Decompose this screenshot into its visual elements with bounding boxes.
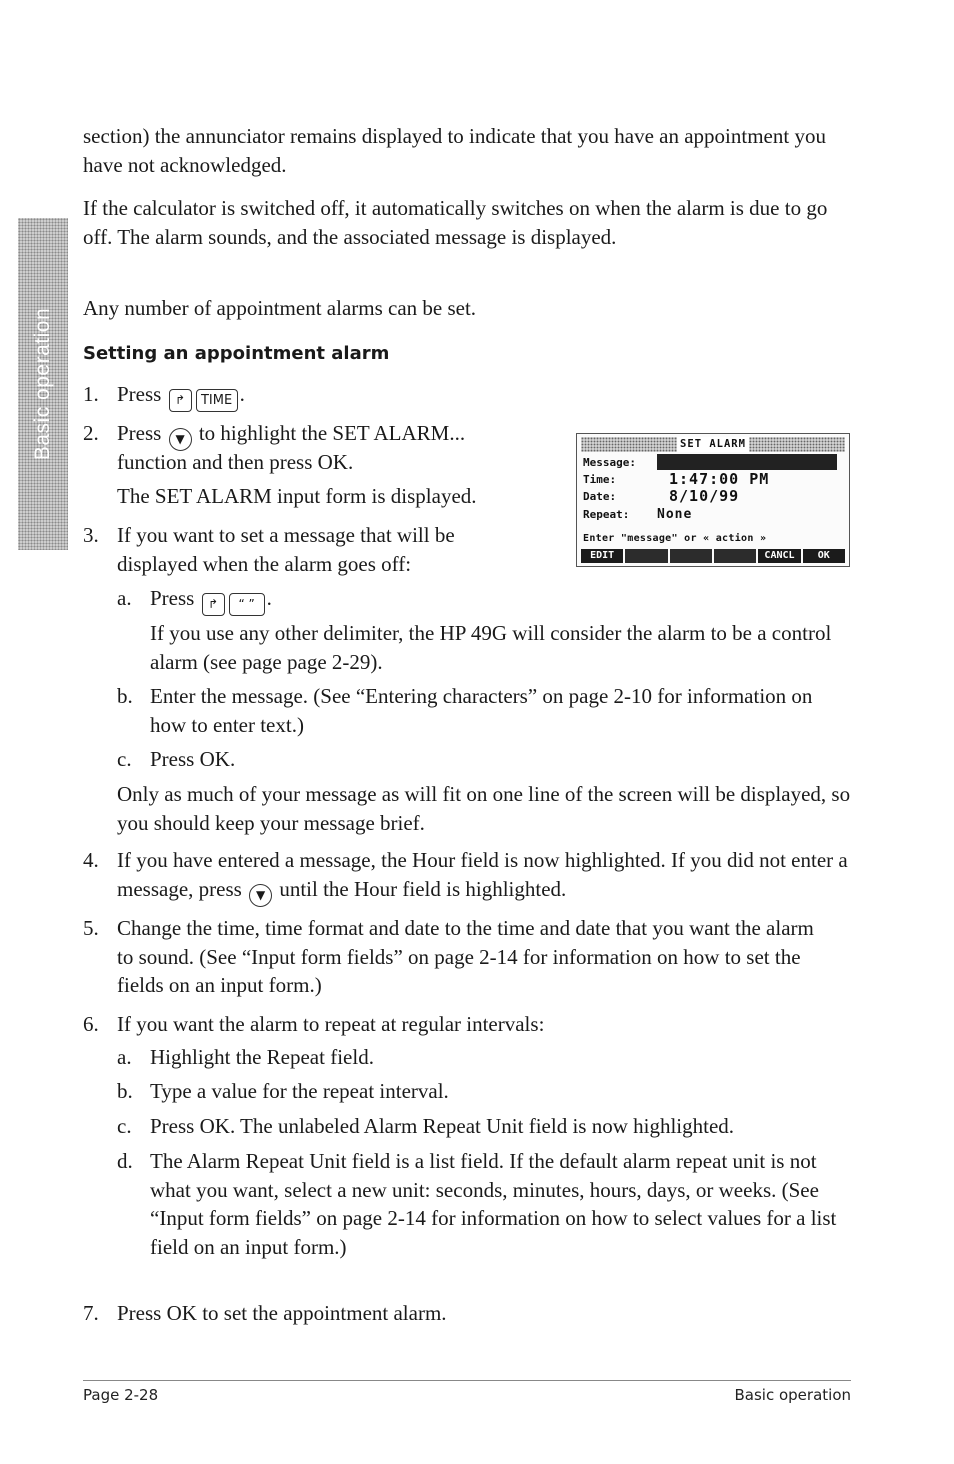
screen-title: SET ALARM bbox=[677, 437, 749, 452]
step-5-number: 5. bbox=[83, 916, 99, 940]
date-label: Date: bbox=[583, 490, 617, 503]
message-field-highlighted[interactable] bbox=[657, 454, 837, 470]
step-1: Press ↱ TIME . bbox=[117, 380, 245, 412]
step-2-subtext: The SET ALARM input form is displayed. bbox=[117, 484, 477, 508]
step-3-note: Only as much of your message as will fit on one line of the screen will be displayed, so you should keep your message brief. bbox=[117, 782, 851, 835]
intro-paragraph-1: section) the annunciator remains displayed to indicate that you have an appointment you have not acknowledged. bbox=[83, 124, 826, 177]
step-3a: Press ↱ “ ” . bbox=[150, 584, 272, 616]
screen-hint: Enter "message" or « action » bbox=[583, 533, 767, 544]
step-3b-letter: b. bbox=[117, 684, 133, 708]
screen-title-bar bbox=[581, 437, 845, 452]
softkey-menu bbox=[581, 549, 845, 563]
footer-divider bbox=[83, 1380, 851, 1381]
step-2-line-1: Press ▼ to highlight the SET ALARM... bbox=[117, 419, 557, 451]
step-3-line-2: displayed when the alarm goes off: bbox=[117, 552, 412, 576]
section-tab-label: Basic operation bbox=[31, 307, 54, 461]
step-5: Change the time, time format and date to the time and date that you want the alarm to sound. (See “Input form fields” on page 2-14 for information on how to set the fields on an input form.) bbox=[117, 916, 814, 998]
step-3-number: 3. bbox=[83, 523, 99, 547]
message-label: Message: bbox=[583, 456, 636, 469]
down-arrow-key-icon: ▼ bbox=[249, 884, 272, 907]
step-3a-note: If you use any other delimiter, the HP 49G will consider the alarm to be a control alarm (see page page 2-29). bbox=[150, 621, 832, 674]
step-6b: Type a value for the repeat interval. bbox=[150, 1079, 449, 1103]
calculator-screen bbox=[576, 433, 850, 567]
step-4-number: 4. bbox=[83, 848, 99, 872]
step-6c-letter: c. bbox=[117, 1114, 132, 1138]
step-3c-letter: c. bbox=[117, 747, 132, 771]
step-4: If you have entered a message, the Hour field is now highlighted. If you did not enter a message, press ▼ until the Hour field is highlighted. bbox=[117, 846, 857, 907]
step-6a: Highlight the Repeat field. bbox=[150, 1045, 374, 1069]
step-2-line-2: function and then press OK. bbox=[117, 450, 354, 474]
step-3a-letter: a. bbox=[117, 586, 132, 610]
footer-section-title: Basic operation bbox=[734, 1386, 851, 1404]
step-7-number: 7. bbox=[83, 1301, 99, 1325]
section-tab bbox=[18, 218, 68, 550]
softkey-blank-3 bbox=[714, 549, 756, 563]
intro-paragraph-2: If the calculator is switched off, it automatically switches on when the alarm is due to go off. The alarm sounds, and the associated message is displayed. bbox=[83, 196, 828, 249]
step-6a-letter: a. bbox=[117, 1045, 132, 1069]
date-value[interactable]: 8/10/99 bbox=[669, 487, 740, 505]
repeat-value[interactable]: None bbox=[657, 507, 693, 522]
step-6: If you want the alarm to repeat at regular intervals: bbox=[117, 1012, 545, 1036]
softkey-blank-2 bbox=[670, 549, 712, 563]
step-3-line-1: If you want to set a message that will be bbox=[117, 523, 455, 547]
step-6d: The Alarm Repeat Unit field is a list field. If the default alarm repeat unit is not what you want, select a new unit: seconds, minutes, hours, days, or weeks. (See “Input form fields” on page 2-14 for information on how to select values for a list field on an input form.) bbox=[150, 1149, 837, 1259]
time-value[interactable]: 1:47:00 PM bbox=[669, 470, 770, 488]
step-6c: Press OK. The unlabeled Alarm Repeat Unit field is now highlighted. bbox=[150, 1114, 735, 1138]
softkey-edit[interactable]: EDIT bbox=[581, 549, 623, 563]
step-3b: Enter the message. (See “Entering characters” on page 2-10 for information on how to enter text.) bbox=[150, 684, 813, 737]
step-7: Press OK to set the appointment alarm. bbox=[117, 1301, 447, 1325]
step-1-number: 1. bbox=[83, 382, 99, 406]
step-2-number: 2. bbox=[83, 421, 99, 445]
softkey-ok[interactable]: OK bbox=[803, 549, 845, 563]
repeat-label: Repeat: bbox=[583, 508, 630, 521]
step-6b-letter: b. bbox=[117, 1079, 133, 1103]
right-shift-key-icon: ↱ bbox=[202, 593, 225, 616]
time-label: Time: bbox=[583, 473, 617, 486]
step-6-number: 6. bbox=[83, 1012, 99, 1036]
step-6d-letter: d. bbox=[117, 1149, 133, 1173]
softkey-cancel[interactable]: CANCL bbox=[758, 549, 800, 563]
quotes-key-icon: “ ” bbox=[229, 593, 265, 616]
right-shift-key-icon: ↱ bbox=[169, 389, 192, 412]
intro-paragraph-3: Any number of appointment alarms can be set. bbox=[83, 296, 477, 320]
down-arrow-key-icon: ▼ bbox=[169, 428, 192, 451]
footer-page-number: Page 2-28 bbox=[83, 1386, 159, 1404]
softkey-blank-1 bbox=[625, 549, 667, 563]
section-heading: Setting an appointment alarm bbox=[83, 343, 390, 364]
time-key-icon: TIME bbox=[196, 389, 238, 412]
step-3c: Press OK. bbox=[150, 747, 236, 771]
